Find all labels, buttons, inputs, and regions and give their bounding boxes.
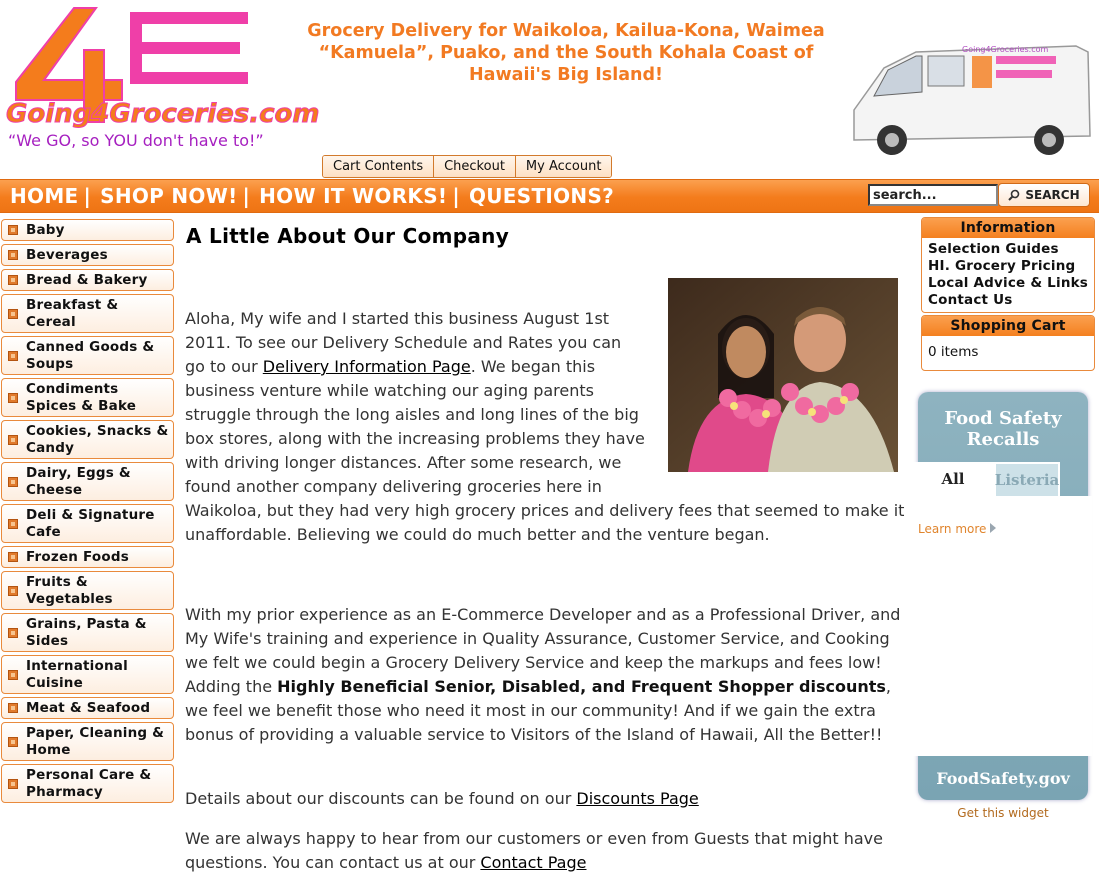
intro-paragraph-continued: Waikoloa, but they had very high grocery prices and delivery fees that seemed to make it unaffordable. Believing we could do much better and the venture began. xyxy=(185,501,905,544)
bullet-icon xyxy=(8,703,18,713)
tab-listeria[interactable]: Listeria xyxy=(994,462,1060,496)
food-safety-content xyxy=(912,496,1092,756)
category-label: Baby xyxy=(26,221,65,238)
contact-text: We are always happy to hear from our customers or even from Guests that might have questions. You can contact us at our xyxy=(185,829,883,872)
foodsafety-gov-footer[interactable]: FoodSafety.gov xyxy=(936,769,1070,788)
selection-guides-link[interactable]: Selection Guides xyxy=(928,241,1059,257)
checkout-button[interactable]: Checkout xyxy=(434,156,516,177)
learn-more-link[interactable] xyxy=(918,522,996,536)
category-label: Bread & Bakery xyxy=(26,271,148,288)
cart-item-count: 0 items xyxy=(928,344,979,360)
category-label: Cookies, Snacks & Candy xyxy=(26,422,169,456)
category-sidebar xyxy=(1,219,174,806)
bullet-icon xyxy=(8,393,18,403)
tagline: “We GO, so YOU don't have to!” xyxy=(8,131,264,150)
category-grains-pasta-sides[interactable] xyxy=(1,613,174,652)
category-cookies-snacks-candy[interactable] xyxy=(1,420,174,459)
category-label: International Cuisine xyxy=(26,657,128,691)
category-label: Beverages xyxy=(26,246,108,263)
headline-line-1: Grocery Delivery for Waikoloa, Kailua-Kona, Waimea xyxy=(307,21,825,41)
category-fruits-vegetables[interactable] xyxy=(1,571,174,610)
category-bread-bakery[interactable] xyxy=(1,269,174,291)
bullet-icon xyxy=(8,225,18,235)
main-nav xyxy=(10,180,614,212)
category-label: Condiments Spices & Bake xyxy=(26,380,137,414)
shopping-cart-title[interactable]: Shopping Cart xyxy=(922,316,1094,336)
category-paper-cleaning-home[interactable] xyxy=(1,722,174,761)
nav-separator: | xyxy=(83,184,92,208)
category-label: Grains, Pasta & Sides xyxy=(26,615,147,649)
category-label: Paper, Cleaning & Home xyxy=(26,724,165,758)
nav-separator: | xyxy=(452,184,460,208)
information-box-title: Information xyxy=(922,218,1094,238)
cart-contents-button[interactable]: Cart Contents xyxy=(323,156,434,177)
food-safety-title xyxy=(918,408,1088,450)
nav-how-it-works[interactable]: HOW IT WORKS! xyxy=(259,184,448,208)
intro-paragraph xyxy=(185,307,645,499)
nav-shop-now[interactable]: SHOP NOW! xyxy=(100,184,238,208)
nav-separator: | xyxy=(242,184,251,208)
logo-wordmark: Going4Groceries.com xyxy=(6,99,320,129)
get-widget-link[interactable]: Get this widget xyxy=(957,806,1049,820)
food-safety-title-line-1: Food Safety xyxy=(944,408,1062,429)
category-label: Breakfast & Cereal xyxy=(26,296,119,330)
headline xyxy=(296,20,836,86)
discounts-page-link[interactable]: Discounts Page xyxy=(576,789,699,808)
main-nav-bar xyxy=(0,179,1099,213)
page-title: A Little About Our Company xyxy=(186,224,510,248)
category-deli-signature-cafe[interactable] xyxy=(1,504,174,543)
owners-photo xyxy=(668,278,898,472)
my-account-button[interactable]: My Account xyxy=(516,156,612,177)
category-baby[interactable] xyxy=(1,219,174,241)
local-advice-link[interactable]: Local Advice & Links xyxy=(928,275,1089,291)
bullet-icon xyxy=(8,477,18,487)
intro-text-start: Aloha, My wife and I started this business August 1st 2011. To see our Delivery Schedule and Rates you can go to our xyxy=(185,309,622,376)
experience-text-end: , we feel we benefit those who need it most in our community! And if we gain the extra bonus of providing a valuable service to Visitors of the Island of Hawaii, All the Better!! xyxy=(185,677,892,744)
bullet-icon xyxy=(8,519,18,529)
bullet-icon xyxy=(8,628,18,638)
grocery-pricing-link[interactable]: HI. Grocery Pricing xyxy=(928,258,1076,274)
discounts-text: Details about our discounts can be found on our xyxy=(185,789,577,808)
headline-line-2: “Kamuela”, Puako, and the South Kohala Coast of xyxy=(318,43,814,63)
nav-home[interactable]: HOME xyxy=(10,184,79,208)
bullet-icon xyxy=(8,737,18,747)
bullet-icon xyxy=(8,275,18,285)
category-canned-goods-soups[interactable] xyxy=(1,336,174,375)
van-sign: Going4Groceries.com xyxy=(962,45,1049,54)
discounts-paragraph xyxy=(185,787,915,811)
category-label: Dairy, Eggs & Cheese xyxy=(26,464,131,498)
bullet-icon xyxy=(8,435,18,445)
category-label: Fruits & Vegetables xyxy=(26,573,113,607)
food-safety-widget xyxy=(918,392,1088,800)
bullet-icon xyxy=(8,351,18,361)
bullet-icon xyxy=(8,250,18,260)
bullet-icon xyxy=(8,552,18,562)
bullet-icon xyxy=(8,586,18,596)
play-arrow-icon xyxy=(990,523,996,533)
category-label: Canned Goods & Soups xyxy=(26,338,155,372)
category-meat-seafood[interactable] xyxy=(1,697,174,719)
search-icon xyxy=(1008,189,1020,201)
contact-page-link[interactable]: Contact Page xyxy=(480,853,587,872)
information-box xyxy=(921,217,1095,313)
shopping-cart-box xyxy=(921,315,1095,371)
search-button-label: SEARCH xyxy=(1025,188,1080,202)
contact-paragraph xyxy=(185,827,915,875)
search-input[interactable] xyxy=(868,184,998,206)
category-international-cuisine[interactable] xyxy=(1,655,174,694)
category-frozen-foods[interactable] xyxy=(1,546,174,568)
category-condiments-spices-bake[interactable] xyxy=(1,378,174,417)
delivery-van-image xyxy=(844,40,1094,156)
food-safety-title-line-2: Recalls xyxy=(966,429,1040,450)
contact-us-link[interactable]: Contact Us xyxy=(928,292,1013,308)
category-personal-care-pharmacy[interactable] xyxy=(1,764,174,803)
experience-paragraph xyxy=(185,603,915,747)
bullet-icon xyxy=(8,779,18,789)
experience-text-start: With my prior experience as an E-Commerce Developer and as a Professional Driver, and My Wife's training and experience in Quality Assurance, Customer Service, and Cooking we felt we could begin a Grocery Delivery Service and keep the markups and fees low! Adding the xyxy=(185,605,901,696)
headline-line-3: Hawaii's Big Island! xyxy=(469,65,663,85)
delivery-information-link[interactable]: Delivery Information Page xyxy=(262,357,471,376)
category-label: Deli & Signature Cafe xyxy=(26,506,155,540)
category-dairy-eggs-cheese[interactable] xyxy=(1,462,174,501)
category-label: Meat & Seafood xyxy=(26,699,151,716)
category-label: Frozen Foods xyxy=(26,548,129,565)
category-breakfast-cereal[interactable] xyxy=(1,294,174,333)
food-safety-tabs xyxy=(912,462,1088,496)
bullet-icon xyxy=(8,670,18,680)
search-button[interactable] xyxy=(998,183,1090,207)
category-label: Personal Care & Pharmacy xyxy=(26,766,152,800)
bullet-icon xyxy=(8,309,18,319)
learn-more-label: Learn more xyxy=(918,522,987,536)
category-beverages[interactable] xyxy=(1,244,174,266)
discounts-highlight: Highly Beneficial Senior, Disabled, and Frequent Shopper discounts xyxy=(277,677,886,696)
nav-questions[interactable]: QUESTIONS? xyxy=(468,184,615,208)
intro-text-middle: . We began this business venture while watching our aging parents struggle through the long aisles and long lines of the big box stores, along with the increasing problems they have with driving longer distances. After some research, we found another company delivering groceries here in xyxy=(185,357,645,496)
account-toolbar xyxy=(322,155,612,178)
tab-all[interactable]: All xyxy=(912,462,994,496)
